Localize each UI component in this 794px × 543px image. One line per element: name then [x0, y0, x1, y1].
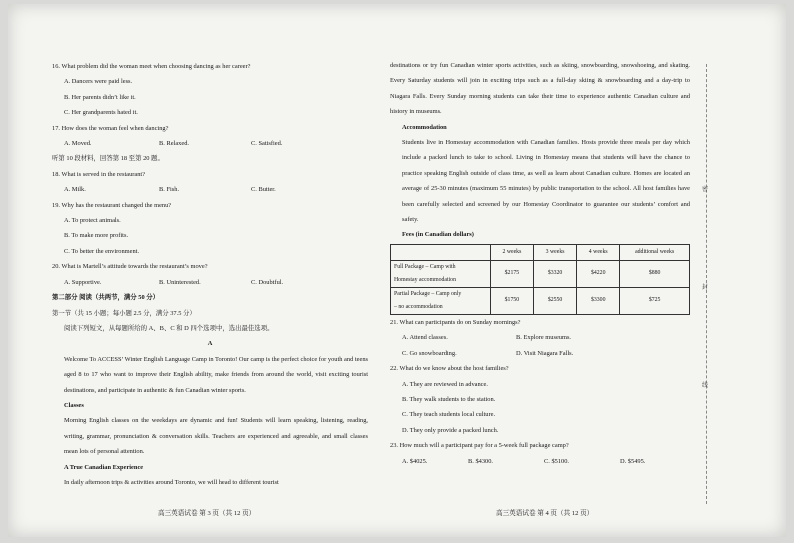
q16-option-b: B. Her parents didn’t like it.: [64, 93, 136, 101]
seal-mark: 密: [702, 187, 709, 193]
fees-header-additional: additional weeks: [620, 244, 690, 260]
fees-header-4weeks: 4 weeks: [577, 244, 620, 260]
fees-cell: $2550: [533, 287, 576, 314]
q23-question: 23. How much will a participant pay for a 5-week full package camp?: [390, 442, 569, 450]
q20-options: [52, 275, 368, 290]
q20-question: 20. What is Martell’s attitude towards the restaurant’s move?: [52, 263, 208, 271]
q21-options-row1: [390, 330, 690, 345]
q19-option-c: C. To better the environment.: [64, 247, 140, 255]
q23-options: [390, 454, 690, 469]
q20-option-a: A. Supportive.: [64, 278, 102, 286]
fees-cell: $3300: [577, 287, 620, 314]
right-page-column: [390, 58, 690, 469]
q19-question: 19. Why has the restaurant changed the menu?: [52, 201, 172, 209]
q16-option-a: A. Dancers were paid less.: [64, 78, 133, 86]
passage-label: A: [207, 340, 213, 348]
passage-paragraph-5: Students live in Homestay accommodation with Canadian families. Hosts provide three meals per day which include a packed lunch to take to school. Living in Homestay means that students will have the chance to practice speaking English outside of class time, as well as learn about Canadian culture. Homes are located an average of 25-30 minutes (maximum 55 minutes) by public transportation to the school. All host families have been carefully selected and screened by our Homestay Coordinator to guarantee our students’ comfort and safety.: [402, 139, 690, 224]
fees-heading: Fees (in Canadian dollars): [402, 231, 474, 239]
seal-mark: 线: [702, 383, 709, 389]
q21-option-c: C. Go snowboarding.: [402, 349, 457, 357]
q18-option-a: A. Milk.: [64, 186, 86, 194]
q22-option-a: A. They are reviewed in advance.: [402, 380, 488, 388]
q18-option-b: B. Fish.: [159, 186, 180, 194]
q22-question: 22. What do we know about the host families?: [390, 365, 509, 373]
fees-cell: $1750: [490, 287, 533, 314]
q23-option-a: A. $4025.: [402, 457, 428, 465]
q17-options: [52, 136, 368, 151]
section1-heading: 第一节（共 15 小题；每小题 2.5 分，满分 37.5 分）: [52, 309, 196, 317]
q22-option-d: D. They only provide a packed lunch.: [402, 426, 499, 434]
q23-option-b: B. $4300.: [468, 457, 494, 465]
seal-mark: 封: [702, 285, 709, 291]
passage-paragraph-3: In daily afternoon trips & activities around Toronto, we will head to different tourist: [64, 478, 279, 486]
fees-cell: $2175: [490, 260, 533, 287]
passage-paragraph-2: Morning English classes on the weekdays are dynamic and fun! Students will learn speaking, listening, reading, writing, grammar, pronunciation & conversation skills. Teachers are experienced and agreeable, and small classes mean lots of personal attention.: [64, 417, 368, 456]
fees-row-label: [391, 287, 491, 314]
fees-row-label-line1: Full Package – Camp with: [394, 263, 456, 270]
q21-question: 21. What can participants do on Sunday mornings?: [390, 318, 521, 326]
fees-header-3weeks: 3 weeks: [533, 244, 576, 260]
page-footer-left: 高三英语试卷 第 3 页（共 12 页）: [158, 510, 256, 517]
passage-paragraph-4: destinations or try fun Canadian winter sports activities, such as skiing, snowboarding, snowshoeing, and skating. Every Saturday students will join in exciting trips such as a full-day skiing & snowboarding and a day-trip to Niagara Falls. Every Sunday morning students can take their time to experience authentic Canadian culture and history in museums.: [390, 62, 690, 116]
q19-option-a: A. To protect animals.: [64, 217, 121, 225]
fees-cell: $4220: [577, 260, 620, 287]
fees-cell: $3320: [533, 260, 576, 287]
part2-heading: 第二部分 阅读（共两节，满分 50 分）: [52, 294, 160, 302]
fees-table: [390, 244, 690, 315]
fees-cell: $880: [620, 260, 690, 287]
q17-option-c: C. Satisfied.: [251, 140, 283, 148]
accommodation-heading: Accommodation: [402, 123, 447, 131]
q21-options-row2: [390, 346, 690, 361]
q16-question: 16. What problem did the woman meet when choosing dancing as her career?: [52, 63, 251, 70]
q18-option-c: C. Butter.: [251, 186, 276, 194]
fees-row-label-line2: Homestay accommodation: [394, 276, 456, 283]
fees-header-2weeks: 2 weeks: [490, 244, 533, 260]
q17-option-a: A. Moved.: [64, 140, 92, 148]
q20-option-c: C. Doubtful.: [251, 278, 284, 286]
q21-option-d: D. Visit Niagara Falls.: [516, 349, 574, 357]
page-footer-right: 高三英语试卷 第 4 页（共 12 页）: [496, 510, 594, 517]
passage-paragraph-1: Welcome To ACCESS’ Winter English Language Camp in Toronto! Our camp is the perfect choice for youth and teens aged 8 to 17 who want to improve their English ability, make friends from around the world, visit exciting tourist destinations, and participate in authentic & fun Canadian winter sports.: [64, 355, 368, 394]
q20-option-b: B. Uninterested.: [159, 278, 201, 286]
fees-table-row: [391, 260, 690, 287]
q16-option-c: C. Her grandparents hated it.: [64, 109, 138, 117]
experience-heading: A True Canadian Experience: [64, 463, 144, 471]
classes-heading: Classes: [64, 401, 84, 409]
exam-sheet: [8, 4, 786, 537]
fees-header-blank: [391, 244, 491, 260]
q18-question: 18. What is served in the restaurant?: [52, 170, 146, 178]
q17-option-b: B. Relaxed.: [159, 140, 189, 148]
left-page-column: [52, 59, 368, 490]
reading-instruction: 阅读下列短文，从每题所给的 A、B、C 和 D 四个选项中，选出最佳选项。: [64, 324, 274, 332]
q19-option-b: B. To make more profits.: [64, 232, 129, 240]
q23-option-d: D. $5495.: [620, 457, 646, 465]
q17-question: 17. How does the woman feel when dancing?: [52, 124, 169, 132]
fees-row-label: [391, 260, 491, 287]
fees-row-label-line1: Partial Package – Camp only: [394, 290, 462, 297]
fees-row-label-line2: – no accommodation: [394, 303, 443, 310]
q22-option-b: B. They walk students to the station.: [402, 395, 496, 403]
q22-option-c: C. They teach students local culture.: [402, 411, 496, 419]
q21-option-a: A. Attend classes.: [402, 334, 448, 342]
q21-option-b: B. Explore museums.: [516, 334, 572, 342]
fees-table-header-row: [391, 244, 690, 260]
fees-cell: $725: [620, 287, 690, 314]
listening-instruction: 听第 10 段材料，回答第 18 至第 20 题。: [52, 155, 164, 163]
q23-option-c: C. $5100.: [544, 457, 570, 465]
fees-table-row: [391, 287, 690, 314]
q18-options: [52, 182, 368, 197]
